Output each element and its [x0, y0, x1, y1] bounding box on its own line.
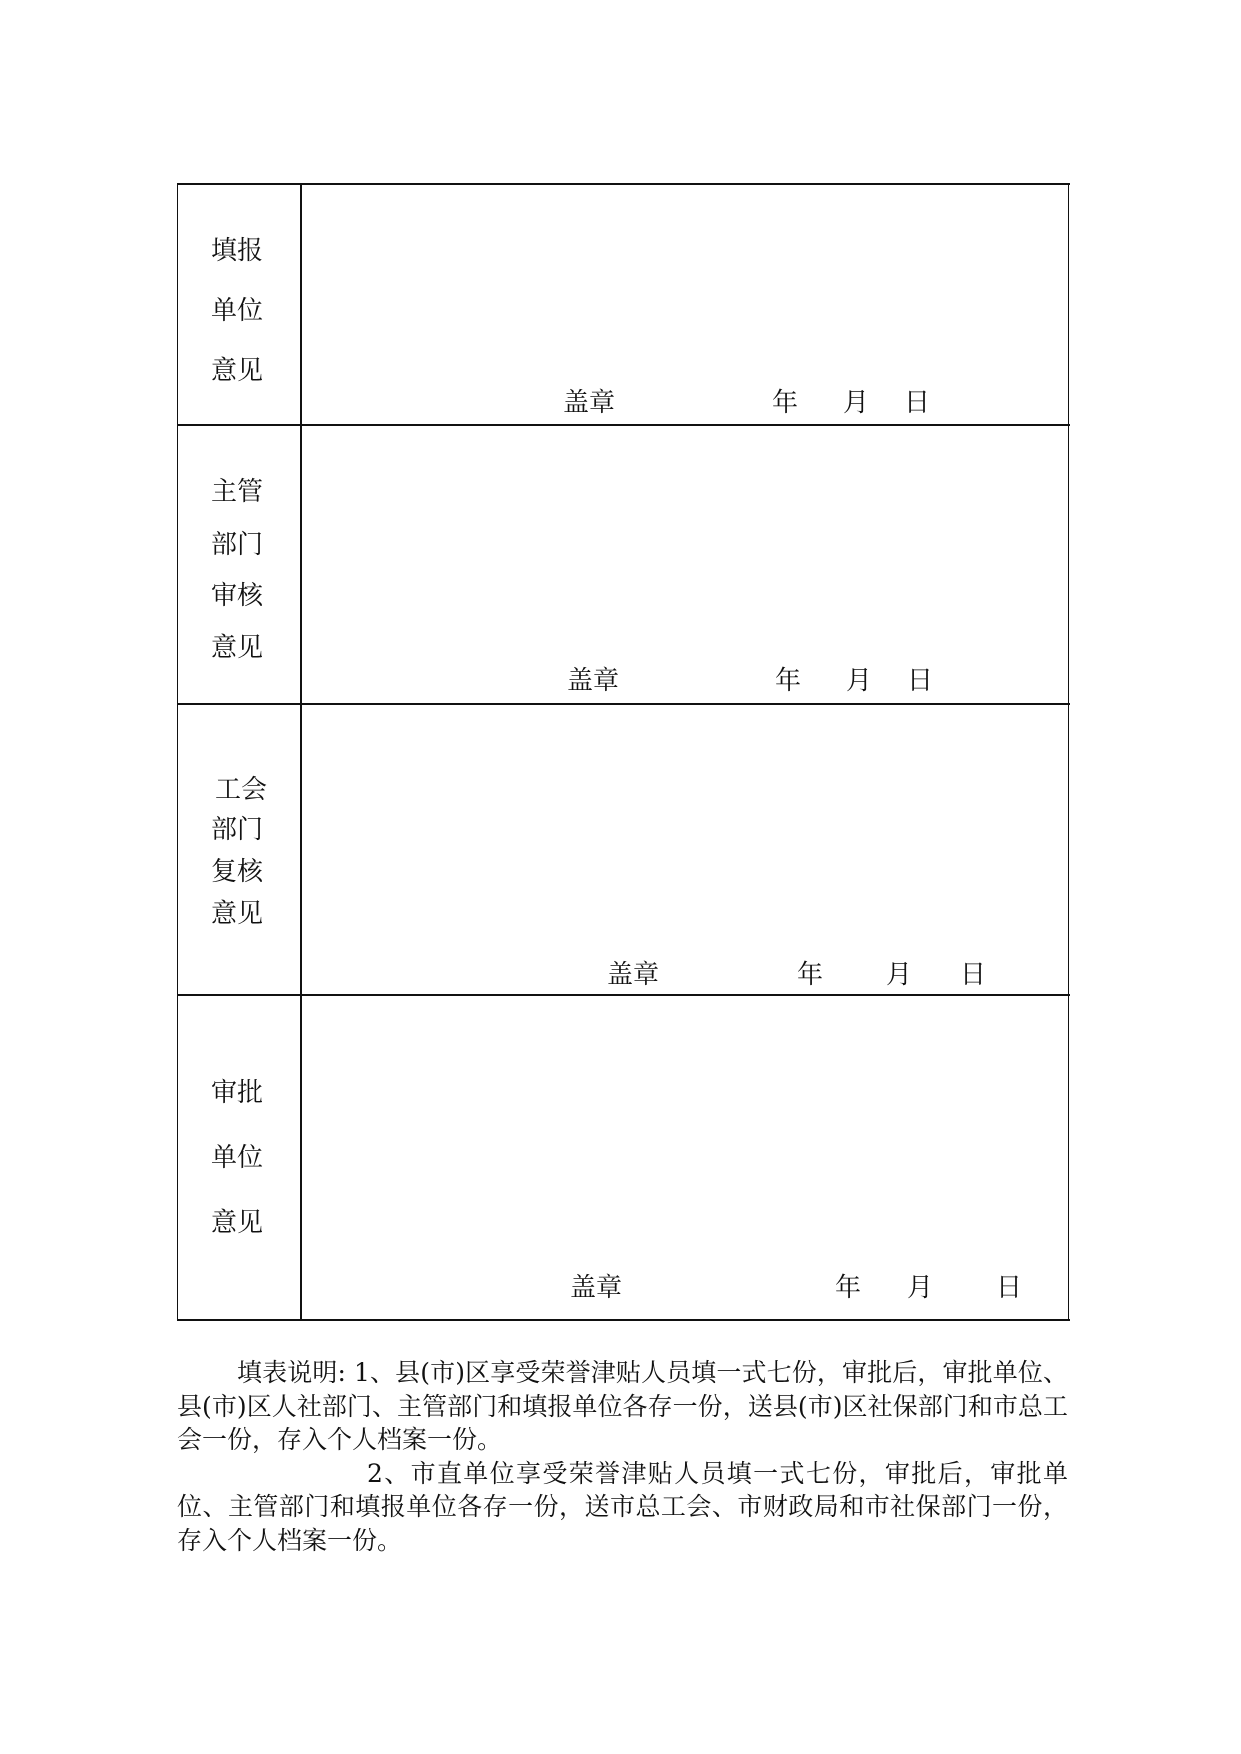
row-label-line: 工会 [215, 775, 268, 805]
month-label: 月 [886, 960, 913, 990]
row-label-line: 审核 [211, 581, 264, 611]
row-label-line: 部门 [211, 815, 264, 845]
row-label-line: 复核 [211, 857, 264, 887]
row-label-line: 意见 [211, 899, 264, 929]
day-label: 日 [996, 1273, 1023, 1303]
row-label-line: 意见 [211, 1208, 264, 1238]
instruction-paragraph-1: 填表说明: 1、县(市)区享受荣誉津贴人员填一式七份，审批后，审批单位、县(市)区人社部门、主管部门和填报单位各存一份，送县(市)区社保部门和市总工会一份，存入个人档案一份。 [177, 1358, 1068, 1455]
day-label: 日 [907, 666, 934, 696]
instruction-paragraph-2: 2、市直单位享受荣誉津贴人员填一式七份，审批后，审批单位、主管部门和填报单位各存一份，送市总工会、市财政局和市社保部门一份，存入个人档案一份。 [177, 1458, 1068, 1555]
year-label: 年 [775, 666, 802, 696]
table-border-left [177, 183, 178, 1321]
stamp-label: 盖章 [567, 666, 620, 696]
row-label-line: 意见 [211, 356, 264, 386]
stamp-label: 盖章 [563, 388, 616, 418]
table-border-top [177, 183, 1070, 185]
row-label-line: 部门 [211, 530, 264, 560]
form-instructions [177, 1356, 1068, 1558]
day-label: 日 [904, 388, 931, 418]
row-label-line: 主管 [211, 477, 264, 507]
month-label: 月 [907, 1273, 934, 1303]
month-label: 月 [846, 666, 873, 696]
row-label-line: 单位 [211, 296, 264, 326]
column-divider [300, 183, 302, 1321]
row-label-line: 审批 [211, 1078, 264, 1108]
stamp-label: 盖章 [607, 960, 660, 990]
row-divider [177, 703, 1070, 705]
row-label-line: 意见 [211, 633, 264, 663]
row-divider [177, 424, 1070, 426]
row-divider [177, 994, 1070, 996]
table-border-right [1068, 183, 1069, 1321]
day-label: 日 [960, 960, 987, 990]
stamp-label: 盖章 [570, 1273, 623, 1303]
table-border-bottom [177, 1319, 1070, 1321]
year-label: 年 [772, 388, 799, 418]
year-label: 年 [797, 960, 824, 990]
year-label: 年 [835, 1273, 862, 1303]
row-label-line: 填报 [211, 236, 264, 266]
row-label-line: 单位 [211, 1143, 264, 1173]
month-label: 月 [843, 388, 870, 418]
